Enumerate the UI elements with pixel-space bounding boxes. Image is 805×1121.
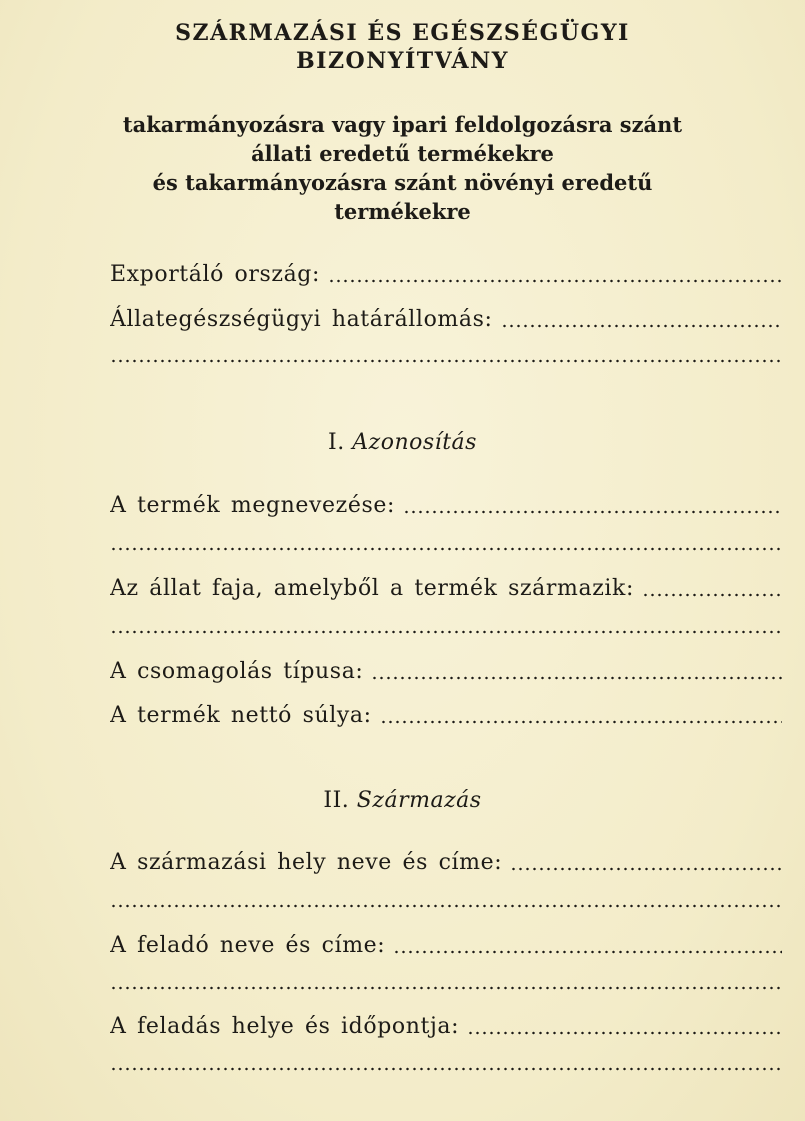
- border-post-continuation-field[interactable]: [110, 335, 782, 369]
- border-post-continuation-dotted-line[interactable]: [110, 359, 782, 363]
- product-name-continuation-field[interactable]: [110, 523, 782, 557]
- sender-field[interactable]: [110, 924, 782, 958]
- sender-continuation-field[interactable]: [110, 962, 782, 996]
- origin-place-field[interactable]: [110, 841, 782, 875]
- section-2-title: Származás: [356, 788, 482, 813]
- animal-species-continuation-dotted-line[interactable]: [110, 630, 782, 634]
- section-2-heading: [0, 788, 805, 813]
- origin-place-label: A származási hely neve és címe:: [110, 850, 503, 875]
- section-1-title: Azonosítás: [352, 430, 477, 455]
- document-title-line1: SZÁRMAZÁSI ÉS EGÉSZSÉGÜGYI: [175, 20, 630, 46]
- sender-continuation-dotted-line[interactable]: [110, 986, 782, 990]
- exporting-country-label: Exportáló ország:: [110, 262, 320, 287]
- dispatch-place-date-field[interactable]: [110, 1005, 782, 1039]
- packaging-type-label: A csomagolás típusa:: [110, 659, 364, 684]
- border-post-field[interactable]: [110, 298, 782, 332]
- exporting-country-dotted-line[interactable]: [328, 279, 782, 283]
- exporting-country-field[interactable]: [110, 253, 782, 287]
- origin-place-continuation-dotted-line[interactable]: [110, 904, 782, 908]
- origin-place-dotted-line[interactable]: [510, 867, 782, 871]
- document-subtitle-line1: takarmányozásra vagy ipari feldolgozásra szánt: [122, 112, 683, 137]
- section-1-heading: [0, 430, 805, 455]
- document-subtitle-line3: és takarmányozásra szánt növényi eredetű: [152, 170, 653, 195]
- animal-species-dotted-line[interactable]: [642, 593, 782, 597]
- dispatch-place-date-continuation-field[interactable]: [110, 1043, 782, 1077]
- border-post-dotted-line[interactable]: [501, 324, 783, 328]
- product-name-label: A termék megnevezése:: [110, 493, 395, 518]
- origin-place-continuation-field[interactable]: [110, 880, 782, 914]
- product-name-field[interactable]: [110, 484, 782, 518]
- dispatch-place-date-label: A feladás helye és időpontja:: [110, 1014, 460, 1039]
- section-2-numeral: II.: [323, 788, 350, 813]
- packaging-type-field[interactable]: [110, 650, 782, 684]
- document-subtitle-line4: termékekre: [334, 199, 471, 224]
- document-subtitle-line2: állati eredetű termékekre: [251, 141, 554, 166]
- document-title-line2: BIZONYÍTVÁNY: [296, 48, 509, 74]
- sender-dotted-line[interactable]: [393, 950, 782, 954]
- animal-species-continuation-field[interactable]: [110, 606, 782, 640]
- product-name-continuation-dotted-line[interactable]: [110, 547, 782, 551]
- net-weight-dotted-line[interactable]: [380, 720, 782, 724]
- sender-label: A feladó neve és címe:: [110, 933, 386, 958]
- section-1-numeral: I.: [328, 430, 345, 455]
- dispatch-place-date-dotted-line[interactable]: [467, 1031, 782, 1035]
- net-weight-field[interactable]: [110, 694, 782, 728]
- net-weight-label: A termék nettó súlya:: [110, 703, 372, 728]
- packaging-type-dotted-line[interactable]: [371, 676, 782, 680]
- border-post-label: Állategészségügyi határállomás:: [110, 307, 493, 332]
- product-name-dotted-line[interactable]: [403, 510, 782, 514]
- dispatch-place-date-continuation-dotted-line[interactable]: [110, 1067, 782, 1071]
- animal-species-label: Az állat faja, amelyből a termék származik:: [110, 576, 634, 601]
- animal-species-field[interactable]: [110, 567, 782, 601]
